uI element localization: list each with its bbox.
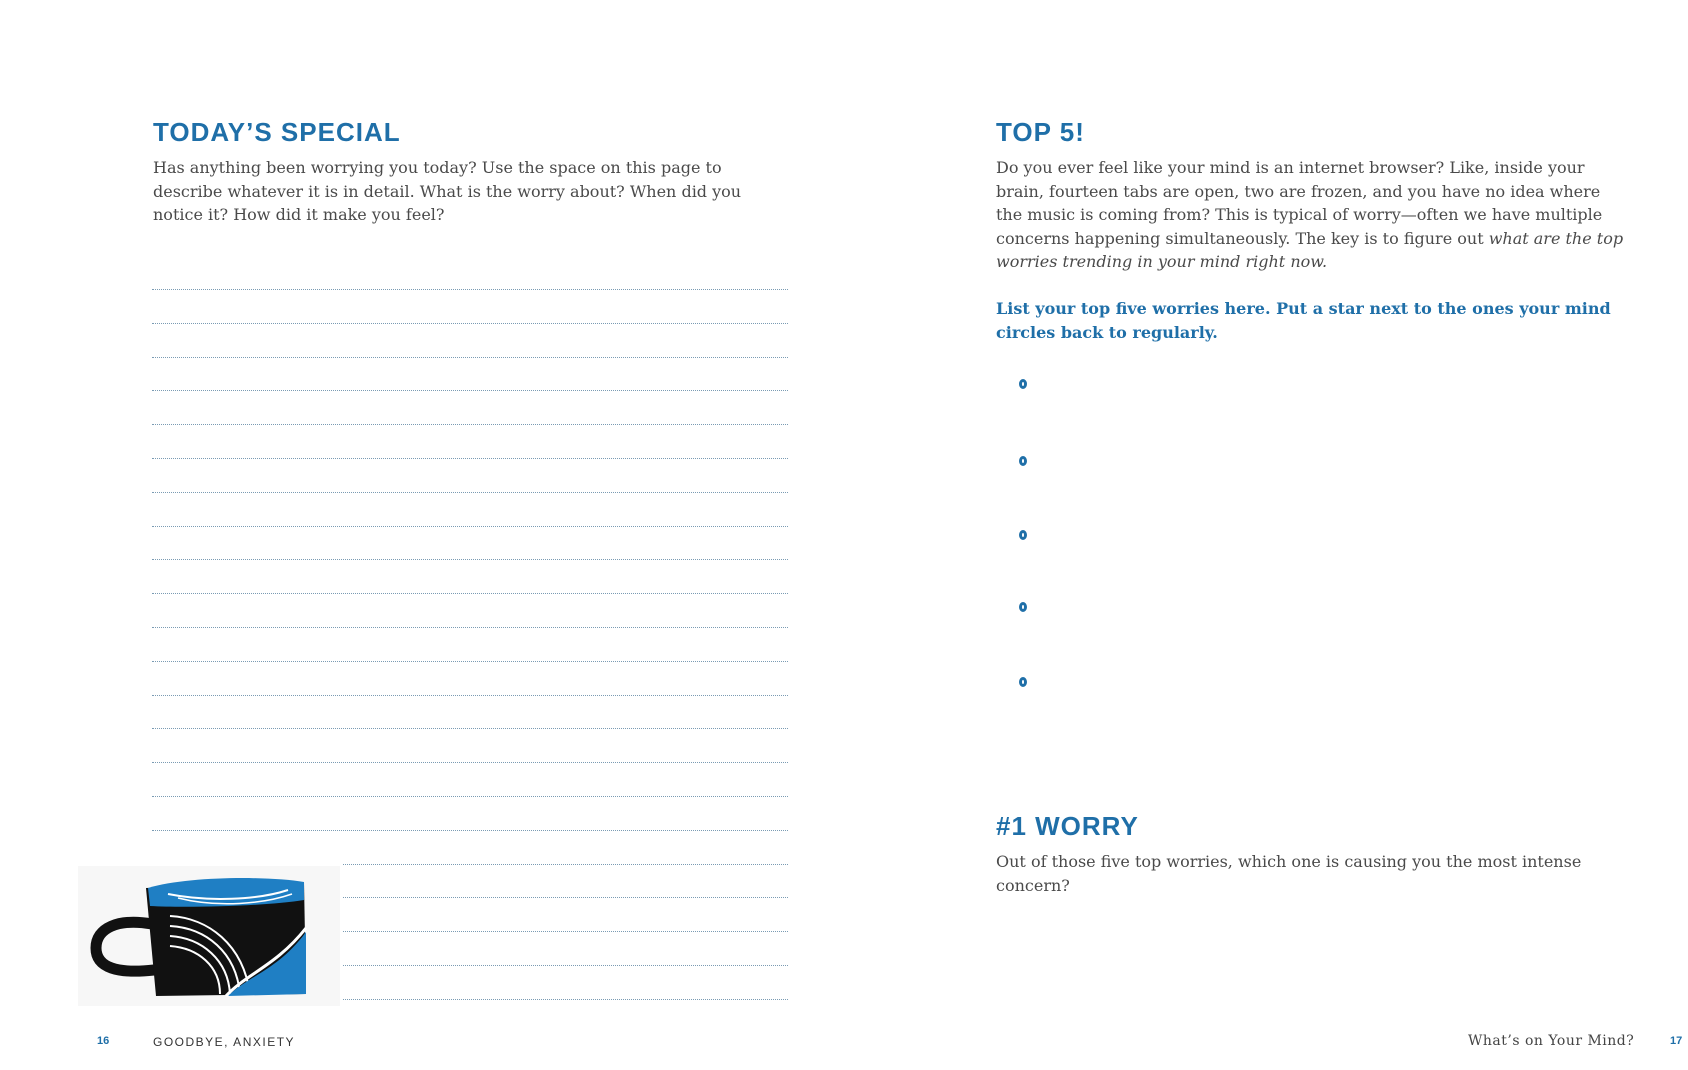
writing-line: [152, 458, 788, 459]
left-running-head: GOODBYE, ANXIETY: [153, 1035, 296, 1049]
right-page-intro: [996, 156, 1624, 274]
writing-line: [343, 864, 788, 865]
writing-line: [343, 931, 788, 932]
writing-line: [152, 492, 788, 493]
writing-line: [152, 526, 788, 527]
right-page-instruction: List your top five worries here. Put a star next to the ones your mind circles back to regularly.: [996, 299, 1611, 342]
right-page-heading: TOP 5!: [996, 117, 1085, 147]
right-intro-italic: what are the top worries trending in your mind right now.: [996, 228, 1624, 271]
writing-line: [152, 289, 788, 290]
worry-bullet: [1019, 530, 1027, 540]
writing-line: [343, 897, 788, 898]
writing-line: [152, 796, 788, 797]
number-one-worry-prompt: Out of those five top worries, which one is causing you the most intense concern?: [996, 852, 1582, 895]
writing-line: [152, 661, 788, 662]
writing-line: [152, 762, 788, 763]
right-intro-plain: Do you ever feel like your mind is an internet browser? Like, inside your brain, fourteen tabs are open, two are frozen, and you have no idea where the music is coming from? This is typical of worry—often we have multiple concerns happening simultaneously. The key is to figure out: [996, 158, 1603, 248]
writing-line: [343, 999, 788, 1000]
left-page-heading: TODAY’S SPECIAL: [153, 117, 401, 147]
writing-line: [152, 357, 788, 358]
writing-line: [152, 390, 788, 391]
left-page-intro: Has anything been worrying you today? Use the space on this page to describe whatever it is in detail. What is the worry about? When did you notice it? How did it make you feel?: [153, 158, 742, 224]
worry-bullet: [1019, 602, 1027, 612]
left-folio: 16: [97, 1035, 110, 1047]
worry-bullet: [1019, 379, 1027, 389]
writing-line: [152, 728, 788, 729]
writing-line: [152, 830, 788, 831]
writing-line: [152, 695, 788, 696]
writing-line: [343, 965, 788, 966]
writing-line: [152, 627, 788, 628]
writing-line: [152, 593, 788, 594]
coffee-mug-illustration: [78, 866, 340, 1006]
writing-line: [152, 559, 788, 560]
right-folio: 17: [1670, 1035, 1683, 1047]
worry-bullet: [1019, 677, 1027, 687]
worry-bullet: [1019, 456, 1027, 466]
writing-line: [152, 424, 788, 425]
writing-line: [152, 323, 788, 324]
number-one-worry-heading: #1 WORRY: [996, 811, 1139, 841]
right-running-head: What’s on Your Mind?: [1468, 1033, 1635, 1049]
